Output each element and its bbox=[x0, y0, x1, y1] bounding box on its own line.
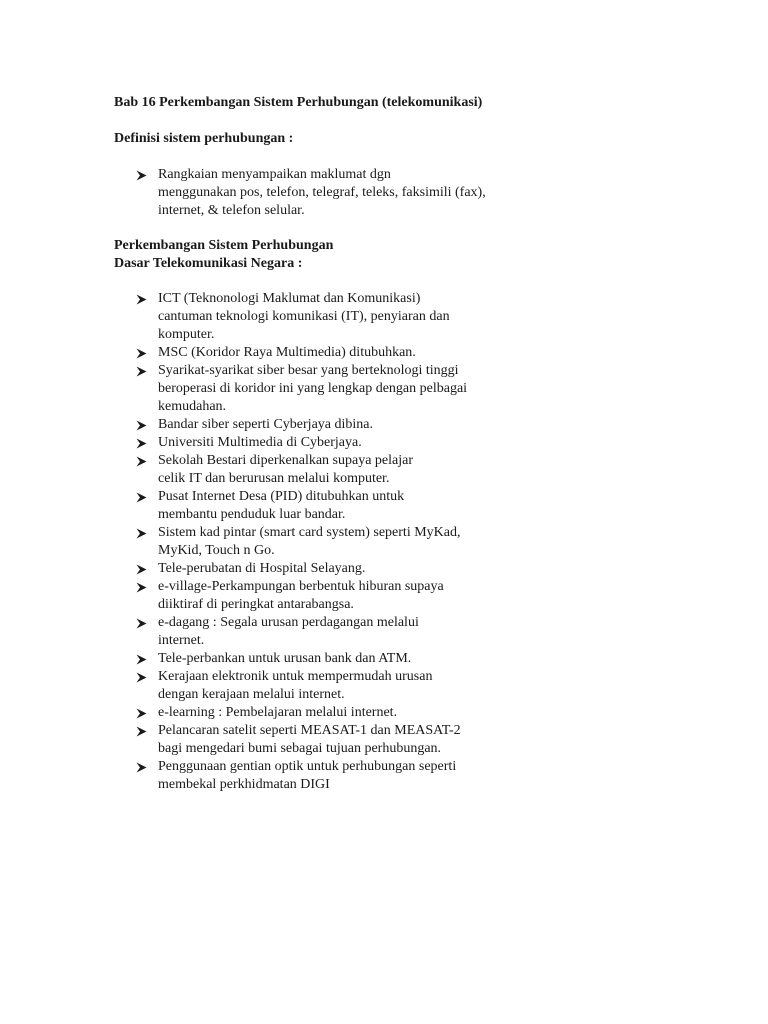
arrowhead-bullet-icon bbox=[136, 672, 147, 683]
arrowhead-bullet-icon bbox=[136, 762, 147, 773]
section2-heading-line1: Perkembangan Sistem Perhubungan bbox=[114, 238, 334, 253]
list-item bbox=[136, 452, 516, 488]
list-item-text: membekal perkhidmatan DIGI bbox=[158, 777, 330, 792]
list-item-text: cantuman teknologi komunikasi (IT), penyiaran dan bbox=[158, 309, 450, 324]
arrowhead-bullet-icon bbox=[136, 654, 147, 665]
list-item-text: e-dagang : Segala urusan perdagangan melalui bbox=[158, 615, 419, 630]
list-item-text: ICT (Teknonologi Maklumat dan Komunikasi) bbox=[158, 291, 421, 306]
list-item-text: celik IT dan berurusan melalui komputer. bbox=[158, 471, 390, 486]
list-item-text: Bandar siber seperti Cyberjaya dibina. bbox=[158, 417, 373, 432]
list-item-text: bagi mengedari bumi sebagai tujuan perhubungan. bbox=[158, 741, 442, 756]
arrowhead-bullet-icon bbox=[136, 438, 147, 449]
list-item bbox=[136, 650, 516, 668]
list-item-text: diiktiraf di peringkat antarabangsa. bbox=[158, 597, 354, 612]
list-item-text: internet. bbox=[158, 633, 205, 648]
section2-list bbox=[136, 290, 516, 794]
list-item-text: Sistem kad pintar (smart card system) seperti MyKad, bbox=[158, 525, 461, 540]
list-item-text: e-village-Perkampungan berbentuk hiburan supaya bbox=[158, 579, 444, 594]
list-item-text: Kerajaan elektronik untuk mempermudah urusan bbox=[158, 669, 433, 684]
section1-list bbox=[136, 166, 516, 220]
list-item bbox=[136, 362, 516, 416]
list-item bbox=[136, 434, 516, 452]
arrowhead-bullet-icon bbox=[136, 366, 147, 377]
list-item bbox=[136, 722, 516, 758]
list-item bbox=[136, 560, 516, 578]
list-item-text: Penggunaan gentian optik untuk perhubungan seperti bbox=[158, 759, 457, 774]
list-item bbox=[136, 704, 516, 722]
list-item-text: kemudahan. bbox=[158, 399, 227, 414]
list-item-text: menggunakan pos, telefon, telegraf, teleks, faksimili (fax), bbox=[158, 185, 486, 200]
list-item-text: Universiti Multimedia di Cyberjaya. bbox=[158, 435, 362, 450]
section1-heading: Definisi sistem perhubungan : bbox=[114, 131, 294, 146]
list-item-text: MSC (Koridor Raya Multimedia) ditubuhkan. bbox=[158, 345, 416, 360]
list-item-text: Pelancaran satelit seperti MEASAT-1 dan MEASAT-2 bbox=[158, 723, 461, 738]
list-item bbox=[136, 416, 516, 434]
list-item-text: beroperasi di koridor ini yang lengkap dengan pelbagai bbox=[158, 381, 468, 396]
list-item-text: dengan kerajaan melalui internet. bbox=[158, 687, 345, 702]
arrowhead-bullet-icon bbox=[136, 294, 147, 305]
arrowhead-bullet-icon bbox=[136, 348, 147, 359]
list-item-text: Pusat Internet Desa (PID) ditubuhkan untuk bbox=[158, 489, 405, 504]
arrowhead-bullet-icon bbox=[136, 170, 147, 181]
list-item bbox=[136, 578, 516, 614]
arrowhead-bullet-icon bbox=[136, 456, 147, 467]
list-item-text: MyKid, Touch n Go. bbox=[158, 543, 275, 558]
list-item-text: Sekolah Bestari diperkenalkan supaya pelajar bbox=[158, 453, 414, 468]
page-title: Bab 16 Perkembangan Sistem Perhubungan (telekomunikasi) bbox=[114, 95, 483, 110]
list-item-text: komputer. bbox=[158, 327, 215, 342]
arrowhead-bullet-icon bbox=[136, 492, 147, 503]
list-item-text: Tele-perbankan untuk urusan bank dan ATM. bbox=[158, 651, 412, 666]
arrowhead-bullet-icon bbox=[136, 564, 147, 575]
list-item bbox=[136, 290, 516, 344]
arrowhead-bullet-icon bbox=[136, 528, 147, 539]
list-item-text: Rangkaian menyampaikan maklumat dgn bbox=[158, 167, 391, 182]
list-item-text: Tele-perubatan di Hospital Selayang. bbox=[158, 561, 366, 576]
arrowhead-bullet-icon bbox=[136, 420, 147, 431]
arrowhead-bullet-icon bbox=[136, 708, 147, 719]
section2-heading bbox=[114, 237, 333, 273]
list-item-text: internet, & telefon selular. bbox=[158, 203, 305, 218]
arrowhead-bullet-icon bbox=[136, 618, 147, 629]
arrowhead-bullet-icon bbox=[136, 582, 147, 593]
list-item bbox=[136, 488, 516, 524]
list-item bbox=[136, 758, 516, 794]
list-item bbox=[136, 614, 516, 650]
list-item bbox=[136, 166, 516, 220]
arrowhead-bullet-icon bbox=[136, 726, 147, 737]
list-item-text: e-learning : Pembelajaran melalui internet. bbox=[158, 705, 398, 720]
list-item bbox=[136, 524, 516, 560]
list-item-text: Syarikat-syarikat siber besar yang berteknologi tinggi bbox=[158, 363, 459, 378]
list-item bbox=[136, 344, 516, 362]
section2-heading-line2: Dasar Telekomunikasi Negara : bbox=[114, 256, 303, 271]
list-item-text: membantu penduduk luar bandar. bbox=[158, 507, 346, 522]
list-item bbox=[136, 668, 516, 704]
